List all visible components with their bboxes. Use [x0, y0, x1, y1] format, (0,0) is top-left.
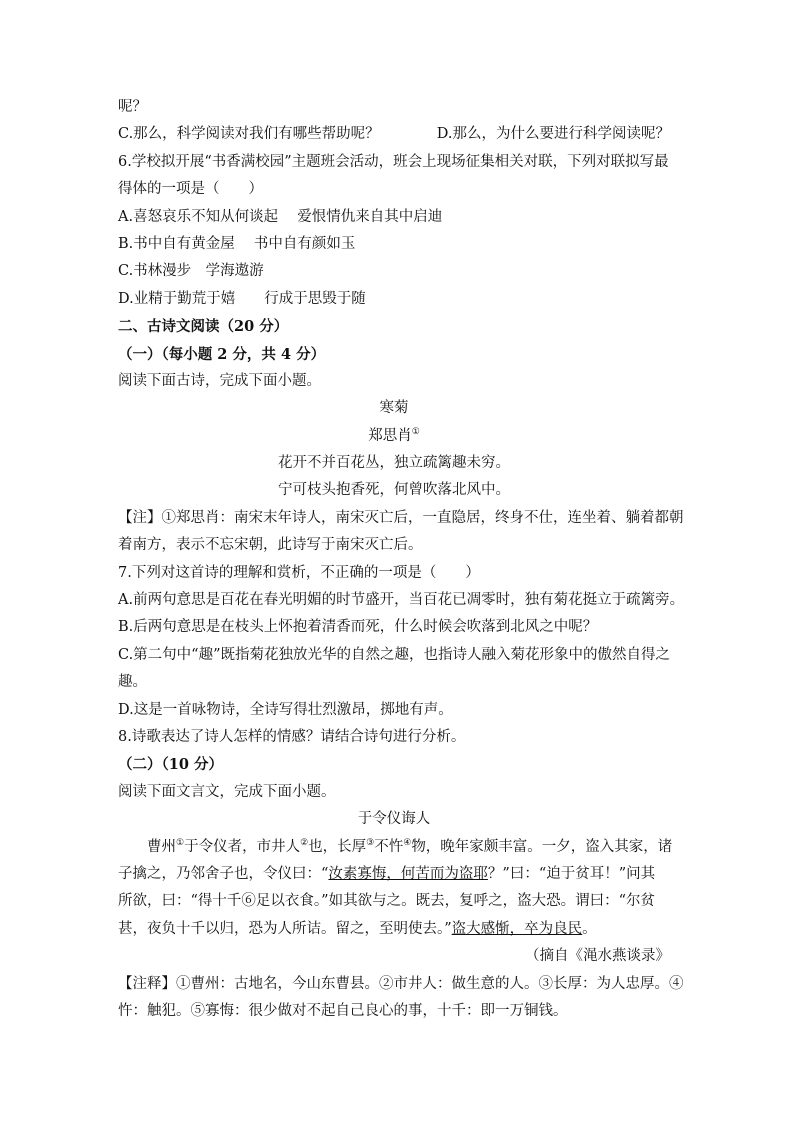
passage-text: 曹州: [147, 838, 176, 855]
poem-line-1: 花开不并百花丛，独立疏篱趣未穷。: [278, 455, 510, 472]
q7-option-c-line2: 趣。: [118, 674, 147, 691]
poem-title: 寒菊: [379, 400, 409, 417]
passage-note-line1: 【注释】①曹州：古地名，今山东曹县。②市井人：做生意的人。③长厚：为人忠厚。④: [118, 975, 684, 992]
q6-stem-line1: 6.学校拟开展“书香满校园”主题班会活动，班会上现场征集相关对联，下列对联拟写最: [118, 153, 669, 170]
q8-stem: 8.诗歌表达了诗人怎样的情感？请结合诗句进行分析。: [118, 728, 466, 745]
part1-instruction: 阅读下面古诗，完成下面小题。: [118, 372, 321, 389]
part2-instruction: 阅读下面文言文，完成下面小题。: [118, 783, 336, 800]
q5-tail-line: 呢？: [118, 99, 147, 115]
passage-text: 。: [582, 920, 597, 937]
passage-note-line2: 忤：触犯。⑤寡悔：很少做对不起自己良心的事，十千：即一万铜钱。: [118, 1002, 568, 1019]
exam-page: [118, 94, 685, 1025]
q6-option-a: A.喜怒哀乐不知从何谈起 爱恨情仇来自其中启迪: [118, 208, 443, 225]
q7-option-d: D.这是一首咏物诗，全诗写得壮烈激昂，掷地有声。: [118, 701, 453, 718]
passage-line2: [118, 861, 670, 888]
q6-option-b: B.书中自有黄金屋 书中自有颜如玉: [118, 235, 356, 252]
q6-option-c: C.书林漫步 学海遨游: [118, 263, 264, 280]
passage-line4: [118, 916, 670, 943]
section2-heading: 二、古诗文阅读（20 分）: [118, 318, 289, 336]
passage-text: 物，晚年家颇丰富。一夕，盗入其家，诸: [411, 838, 673, 855]
passage-text: 不忤: [374, 838, 404, 855]
note-mark: ④: [403, 837, 412, 848]
note-mark: ③: [366, 837, 375, 848]
passage-line3: 所欲，曰：“得十千⑥足以衣食。”如其欲与之。既去，复呼之，盗大恐。谓曰：“尔贫: [118, 893, 655, 910]
poem-note-line1: 【注】①郑思肖：南宋末年诗人，南宋灭亡后，一直隐居，终身不仕，连坐着、躺着都朝: [118, 509, 684, 526]
poem-author-name: 郑思肖: [368, 427, 412, 444]
q7-option-b: B.后两句意思是在枝头上怀抱着清香而死，什么时候会吹落到北风之中呢？: [118, 619, 598, 636]
passage-text: ？”曰：“迫于贫耳！”问其: [487, 865, 656, 882]
q6-stem-line2: 得体的一项是（ ）: [118, 181, 263, 198]
passage-text: 也，长厚: [308, 838, 367, 855]
passage-line1: [118, 834, 673, 861]
q5-option-d: D.那么，为什么要进行科学阅读呢？: [436, 126, 670, 143]
passage-title: 于令仪诲人: [357, 811, 431, 828]
q6-option-d: D.业精于勤荒于嬉 行成于思毁于随: [118, 290, 366, 307]
passage-source: （摘自《渑水燕谈录》: [525, 948, 670, 965]
q7-option-a: A.前两句意思是百花在春光明媚的时节盛开，当百花已凋零时，独有菊花挺立于疏篱旁。: [118, 592, 685, 609]
note-mark: ②: [300, 837, 309, 848]
underlined-sentence-1: 汝素寡悔，何苦而为盗耶: [328, 865, 488, 882]
poem-line-2: 宁可枝头抱香死，何曾吹落北风中。: [278, 482, 510, 499]
poem-author: [118, 423, 670, 450]
note-mark: ①: [176, 837, 185, 848]
part2-heading: （二）（10 分）: [118, 756, 223, 774]
passage-text: 子擒之，乃邻舍子也，令仪曰：“: [118, 865, 329, 882]
q7-stem: 7.下列对这首诗的理解和赏析，不正确的一项是（ ）: [118, 564, 480, 581]
q5-options-row: [118, 121, 670, 148]
q5-option-c: C.那么，科学阅读对我们有哪些帮助呢？: [118, 126, 380, 143]
underlined-sentence-2: 盗大感惭，卒为良民: [451, 920, 583, 937]
passage-text: 甚，夜负十千以归，恐为人所诘。留之，至明使去。”: [118, 920, 452, 937]
passage-text: 于令仪者，市井人: [184, 838, 301, 855]
poem-note-line2: 着南方，表示不忘宋朝，此诗写于南宋灭亡后。: [118, 537, 423, 554]
part1-heading: （一）（每小题 2 分，共 4 分）: [118, 345, 326, 363]
q7-option-c-line1: C.第二句中“趣”既指菊花独放光华的自然之趣，也指诗人融入菊花形象中的傲然自得之: [118, 646, 671, 663]
poem-author-note-mark: ①: [411, 426, 420, 437]
